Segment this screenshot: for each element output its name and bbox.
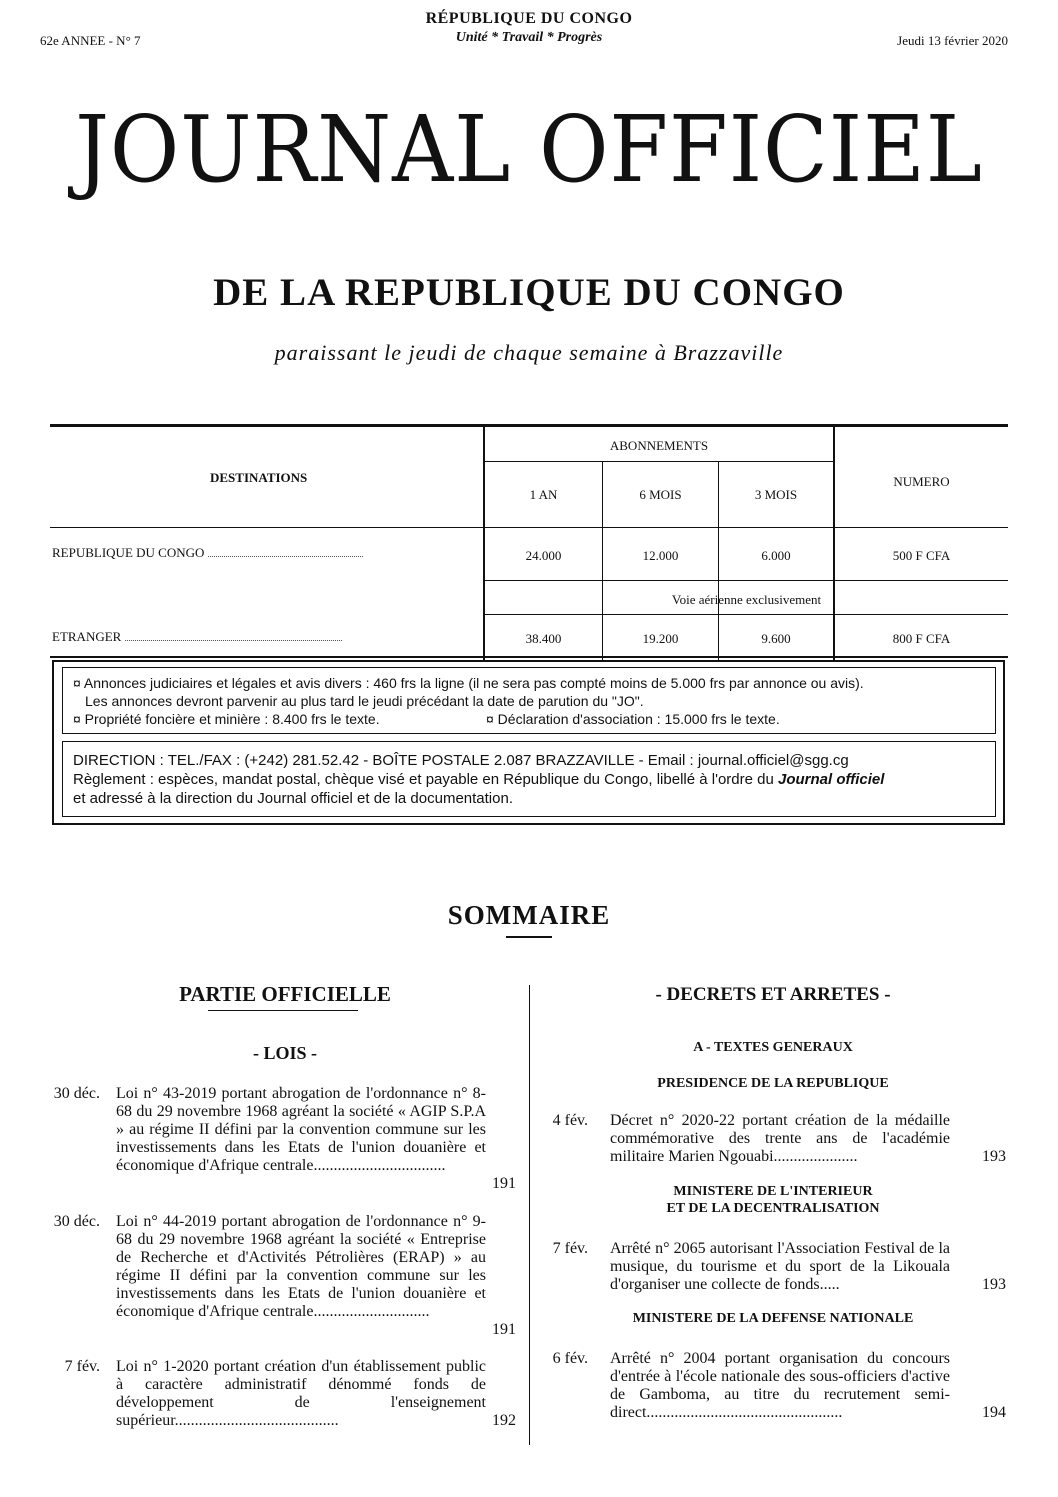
entry-date: 7 fév. [552, 1240, 588, 1257]
ministry-heading: MINISTERE DE L'INTERIEUR [673, 1184, 873, 1199]
destinations-header: DESTINATIONS [210, 470, 308, 485]
issue-date: Jeudi 13 février 2020 [897, 33, 1008, 48]
notice-line-1: ¤ Annonces judiciaires et légales et avis divers : 460 frs la ligne (il ne sera pas compté moins de 5.000 frs par annonce ou avis). [73, 675, 864, 691]
leader-dots: ............................. [313, 1303, 430, 1320]
table-rule [485, 614, 1008, 615]
air-mail-note: Voie aérienne exclusivement [671, 592, 822, 607]
journal-subtitle: DE LA REPUBLIQUE DU CONGO [213, 271, 845, 314]
entry-date: 30 déc. [53, 1085, 100, 1102]
entry-page: 193 [982, 1276, 1006, 1293]
national-motto: Unité * Travail * Progrès [455, 30, 603, 45]
contact-line-1: DIRECTION : TEL./FAX : (+242) 281.52.42 - BOÎTE POSTALE 2.087 BRAZZAVILLE - Email : journal.officiel@sgg.cg [73, 752, 849, 769]
contact-box [62, 741, 996, 817]
entry-text [116, 1085, 486, 1175]
ministry-heading: MINISTERE DE LA DEFENSE NATIONALE [632, 1311, 914, 1326]
entry-page: 191 [492, 1321, 516, 1338]
entry-text-content: Arrêté n° 2004 portant organisation du concours d'entrée à l'école nationale des sous-officiers d'active de Gamboma, au titre du recrutement semi-direct [610, 1350, 950, 1421]
price-congo-6mois: 12.000 [642, 548, 679, 563]
textes-generaux-title: A - TEXTES GENERAUX [693, 1040, 853, 1055]
entry-page: 193 [982, 1148, 1006, 1165]
numero-header: NUMERO [893, 474, 950, 489]
contact-line-2 [73, 771, 884, 789]
row-label-congo [52, 545, 364, 561]
entry-date: 30 déc. [53, 1213, 100, 1230]
leader-dots: ................................................. [646, 1404, 843, 1421]
entry-date: 7 fév. [64, 1358, 100, 1375]
price-congo-3mois: 6.000 [761, 548, 791, 563]
leader-dots: ................................. [313, 1157, 446, 1174]
entry-text-content: Loi n° 44-2019 portant abrogation de l'ordonnance n° 9-68 du 29 novembre 1968 agréant la société « Entreprise de Recherche et d'Activités Pétrolières (ERAP) » au régime II défini par la convention commune sur les investissements dans les Etats de l'union douanière et économique d'Afrique centrale [116, 1213, 486, 1320]
lois-subtitle: - LOIS - [252, 1043, 317, 1063]
ministry-heading-line2: ET DE LA DECENTRALISATION [666, 1201, 880, 1216]
entry-date: 4 fév. [552, 1112, 588, 1129]
table-top-rule [50, 424, 1008, 427]
entry-text [610, 1350, 950, 1422]
table-rule [50, 527, 1008, 528]
entry-text [610, 1112, 950, 1166]
leader-dots: ..... [819, 1276, 840, 1293]
section-underline [208, 1010, 358, 1011]
entry-page: 192 [492, 1412, 516, 1429]
entry-date: 6 fév. [552, 1350, 588, 1367]
ministry-heading: PRESIDENCE DE LA REPUBLIQUE [657, 1076, 889, 1091]
sommaire-title: SOMMAIRE [447, 900, 611, 930]
table-bottom-rule [50, 656, 1008, 658]
row-label-text: ETRANGER [52, 629, 122, 644]
row-label-etranger [52, 629, 343, 645]
numero-congo: 500 F CFA [892, 548, 951, 563]
price-etranger-1an: 38.400 [525, 631, 562, 646]
table-rule [485, 461, 833, 462]
entry-text [116, 1358, 486, 1430]
journal-name-emphasis: Journal officiel [778, 771, 885, 788]
notice-line-2: Les annonces devront parvenir au plus tard le jeudi précédant la date de parution du "JO". [85, 693, 644, 709]
partie-officielle-title: PARTIE OFFICIELLE [179, 982, 391, 1006]
numero-etranger: 800 F CFA [892, 631, 951, 646]
column-separator [529, 985, 530, 1445]
leader-dots: .............................................................................. [207, 550, 364, 559]
entry-text-content: Loi n° 43-2019 portant abrogation de l'ordonnance n° 8-68 du 29 novembre 1968 agréant la société « AGIP S.P.A » au régime II défini par la convention commune sur les investissements dans les Etats de l'union douanière et économique d'Afrique centrale [116, 1085, 486, 1174]
pricing-notice-box [62, 667, 996, 734]
entry-page: 191 [492, 1175, 516, 1192]
leader-dots: ......................................... [174, 1412, 339, 1429]
decrets-title: - DECRETS ET ARRETES - [655, 984, 891, 1005]
period-6mois: 6 MOIS [639, 487, 682, 502]
row-label-text: REPUBLIQUE DU CONGO [52, 545, 205, 560]
period-3mois: 3 MOIS [754, 487, 798, 502]
entry-text [116, 1213, 486, 1321]
price-etranger-3mois: 9.600 [761, 631, 791, 646]
entry-text-content: Décret n° 2020-22 portant création de la médaille commémorative des trente ans de l'académie militaire Marien Ngouabi [610, 1112, 950, 1165]
sommaire-underline [506, 936, 552, 938]
table-rule [485, 580, 1008, 581]
notice-line-3b: ¤ Déclaration d'association : 15.000 frs le texte. [486, 711, 780, 727]
table-divider [833, 427, 835, 660]
entry-page: 194 [982, 1404, 1006, 1421]
notice-line-3a: ¤ Propriété foncière et minière : 8.400 frs le texte. [73, 711, 380, 727]
payment-text: Règlement : espèces, mandat postal, chèque visé et payable en République du Congo, libellé à l'ordre du [73, 771, 778, 788]
price-congo-1an: 24.000 [525, 548, 562, 563]
abonnements-header: ABONNEMENTS [609, 438, 709, 453]
entry-text-content: Arrêté n° 2065 autorisant l'Association Festival de la musique, du tourisme et du sport de la Likouala d'organiser une collecte de fonds [610, 1240, 950, 1293]
republic-name: RÉPUBLIQUE DU CONGO [425, 10, 633, 27]
period-1an: 1 AN [529, 487, 558, 502]
journal-tagline: paraissant le jeudi de chaque semaine à Brazzaville [274, 340, 784, 365]
entry-text-content: Loi n° 1-2020 portant création d'un établissement public à caractère administratif dénommé fonds de développement de l'enseignement supérieur [116, 1358, 486, 1429]
contact-line-3: et adressé à la direction du Journal officiel et de la documentation. [73, 790, 513, 807]
price-etranger-6mois: 19.200 [642, 631, 679, 646]
edition-number: 62e ANNEE - N° 7 [40, 33, 141, 48]
entry-text [610, 1240, 950, 1294]
leader-dots: ............................................................................................................. [124, 634, 343, 643]
journal-title: JOURNAL OFFICIEL [75, 96, 983, 203]
leader-dots: ..................... [773, 1148, 858, 1165]
